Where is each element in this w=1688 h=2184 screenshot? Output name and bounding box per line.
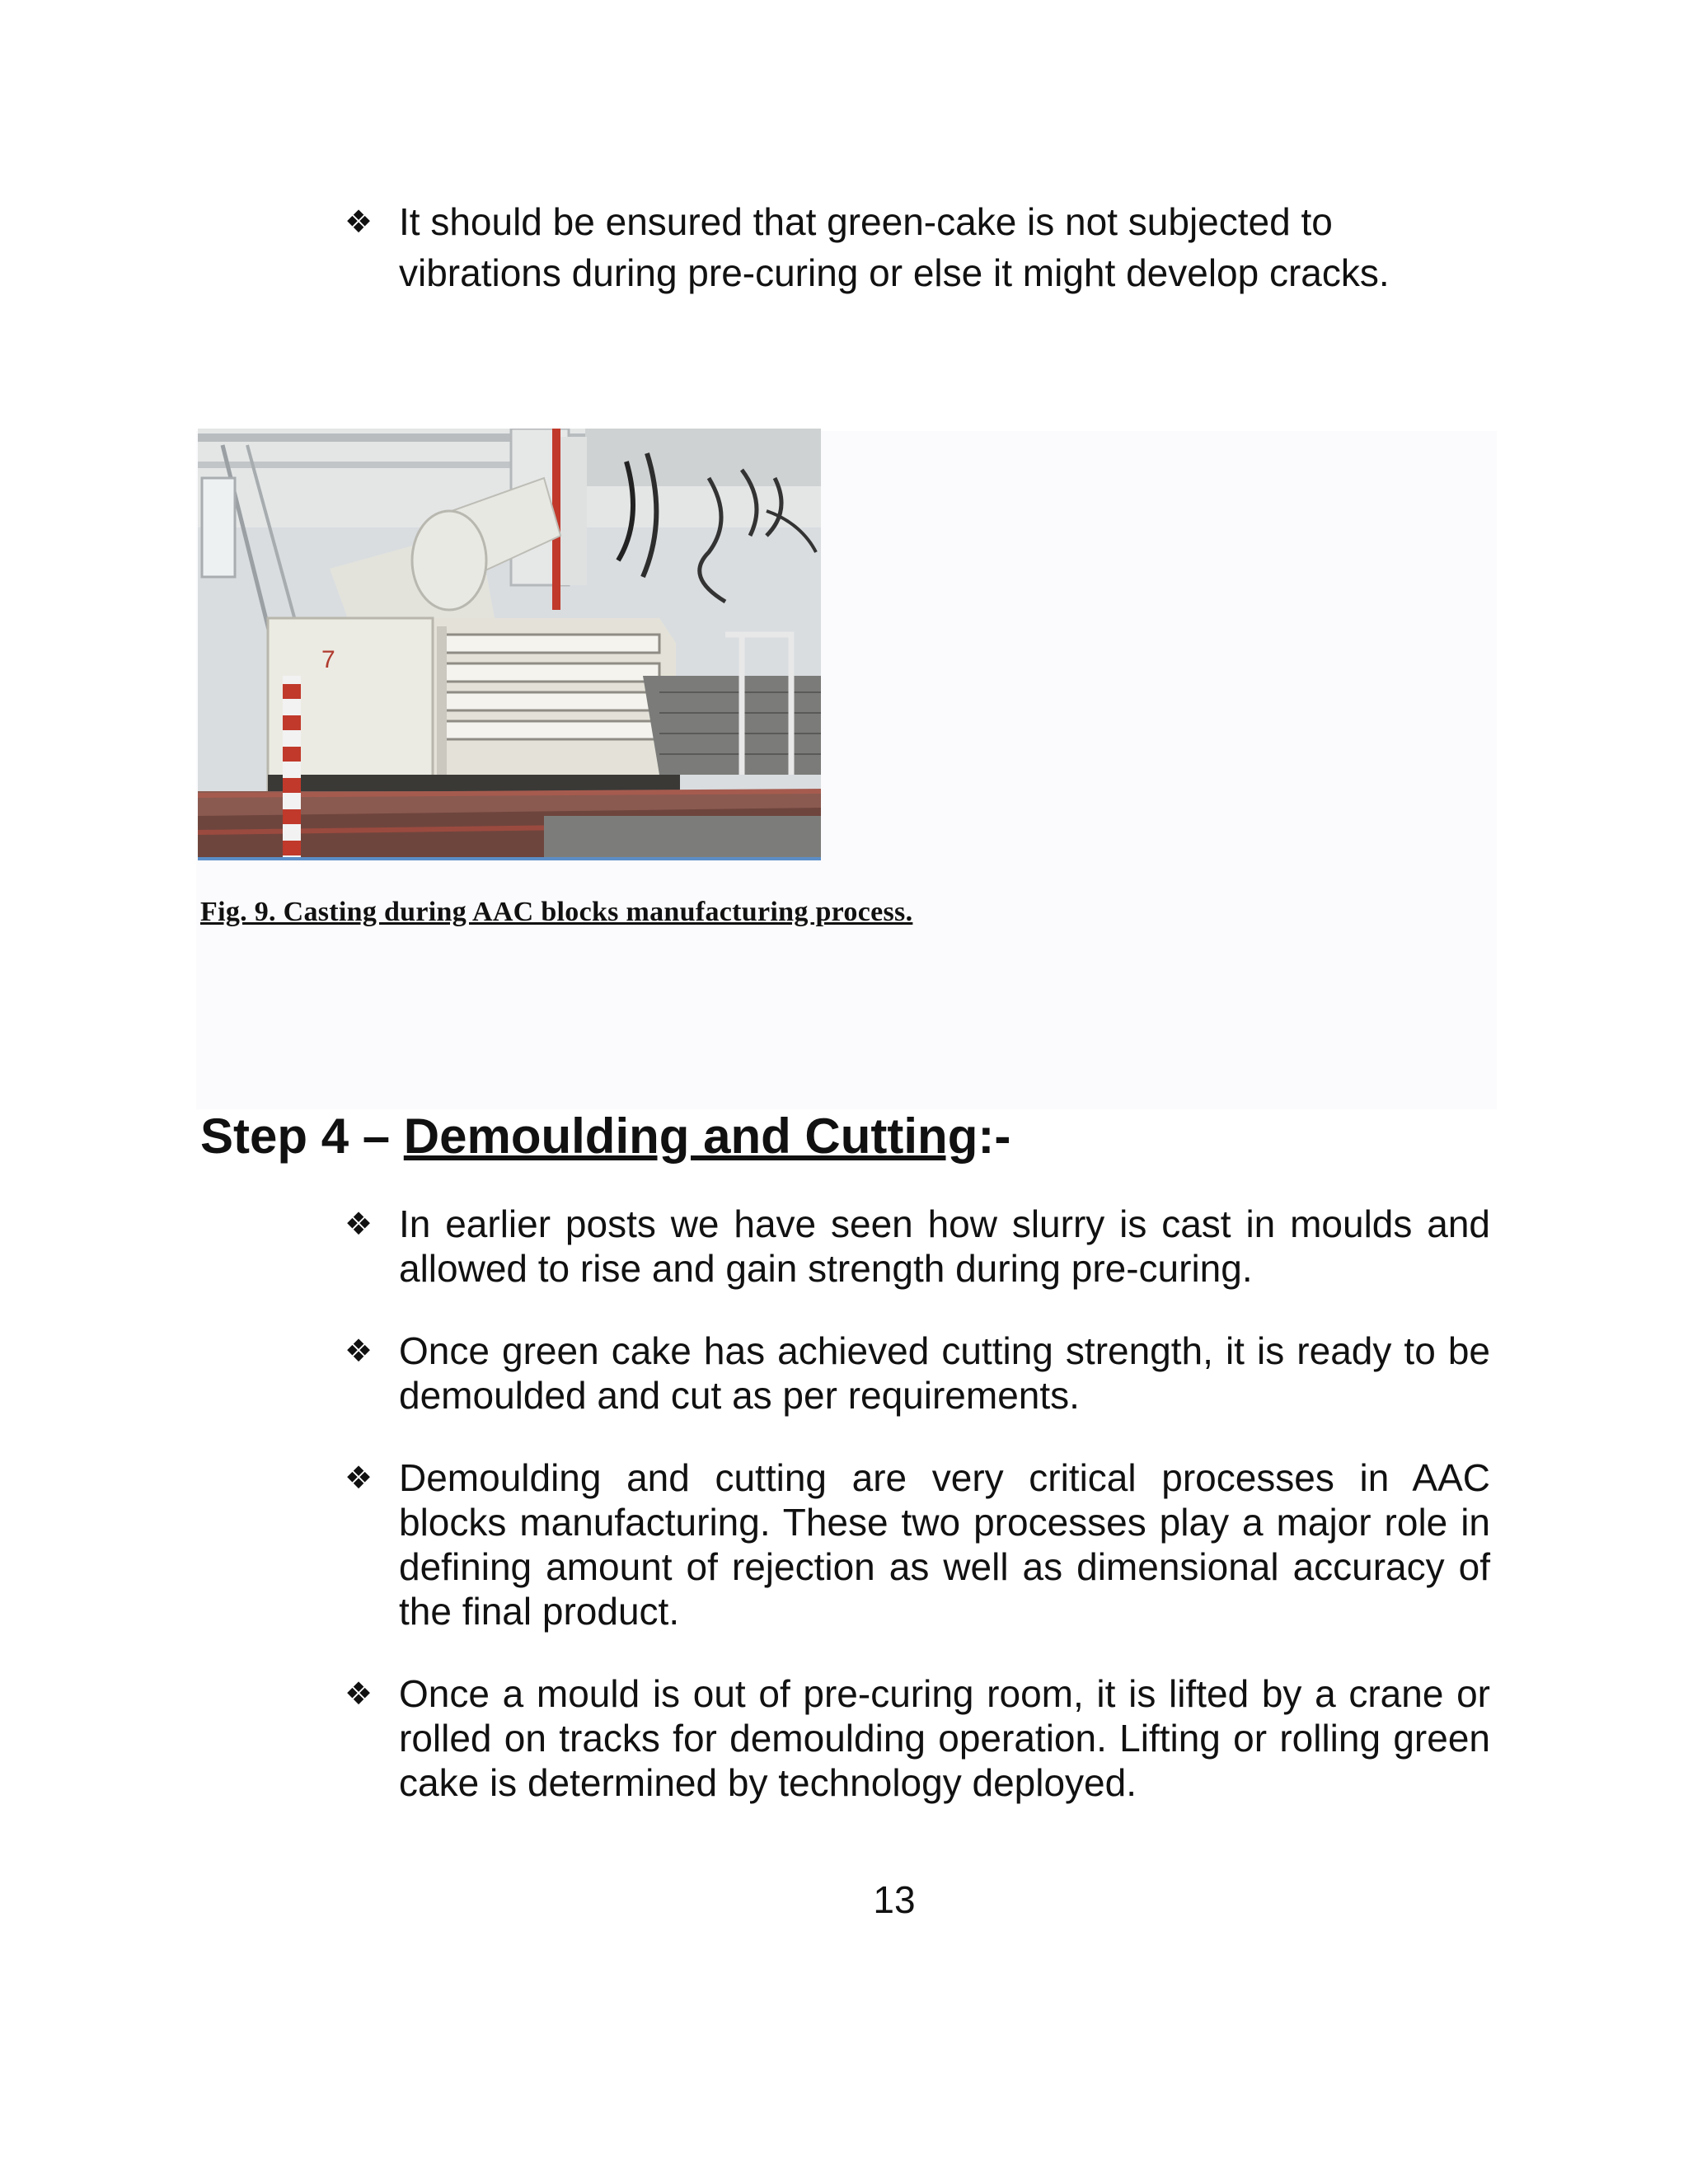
list-item-text: In earlier posts we have seen how slurry is cast in moulds and allowed to rise and gain strength during pre-curing.	[399, 1202, 1490, 1290]
list-item-text: Once green cake has achieved cutting strength, it is ready to be demoulded and cut as per requirements.	[399, 1329, 1490, 1417]
bullet-diamond-icon: ❖	[345, 1206, 373, 1242]
section-heading	[200, 1106, 1010, 1167]
list-item-text: Once a mould is out of pre-curing room, it is lifted by a crane or rolled on tracks for demoulding operation. Lifting or rolling green cake is determined by technology deployed.	[399, 1672, 1490, 1804]
list-item	[345, 1329, 1490, 1418]
page-number: 13	[873, 1878, 916, 1921]
list-item	[345, 1455, 1490, 1633]
heading-suffix: :-	[978, 1108, 1011, 1164]
svg-text:7: 7	[321, 646, 335, 673]
photo-border-line	[198, 857, 821, 860]
figure-caption: Fig. 9. Casting during AAC blocks manufacturing process.	[200, 897, 913, 927]
bullet-diamond-icon: ❖	[345, 1460, 373, 1496]
heading-title: Demoulding and Cutting	[403, 1108, 978, 1164]
bullet-list	[345, 1202, 1490, 1843]
list-item-text: Demoulding and cutting are very critical processes in AAC blocks manufacturing. These two processes play a major role in defining amount of rejection as well as dimensional accuracy of the final product.	[399, 1456, 1490, 1633]
top-bullet-text: It should be ensured that green-cake is not subjected to vibrations during pre-curing or else it might develop cracks.	[399, 200, 1390, 294]
bullet-diamond-icon: ❖	[345, 1333, 373, 1369]
list-item	[345, 1671, 1490, 1805]
heading-prefix: Step 4 –	[200, 1108, 404, 1164]
aac-casting-machine-photo	[198, 429, 821, 859]
top-bullet	[345, 196, 1432, 298]
list-item	[345, 1202, 1490, 1291]
bullet-diamond-icon: ❖	[345, 204, 373, 240]
bullet-diamond-icon: ❖	[345, 1675, 373, 1712]
